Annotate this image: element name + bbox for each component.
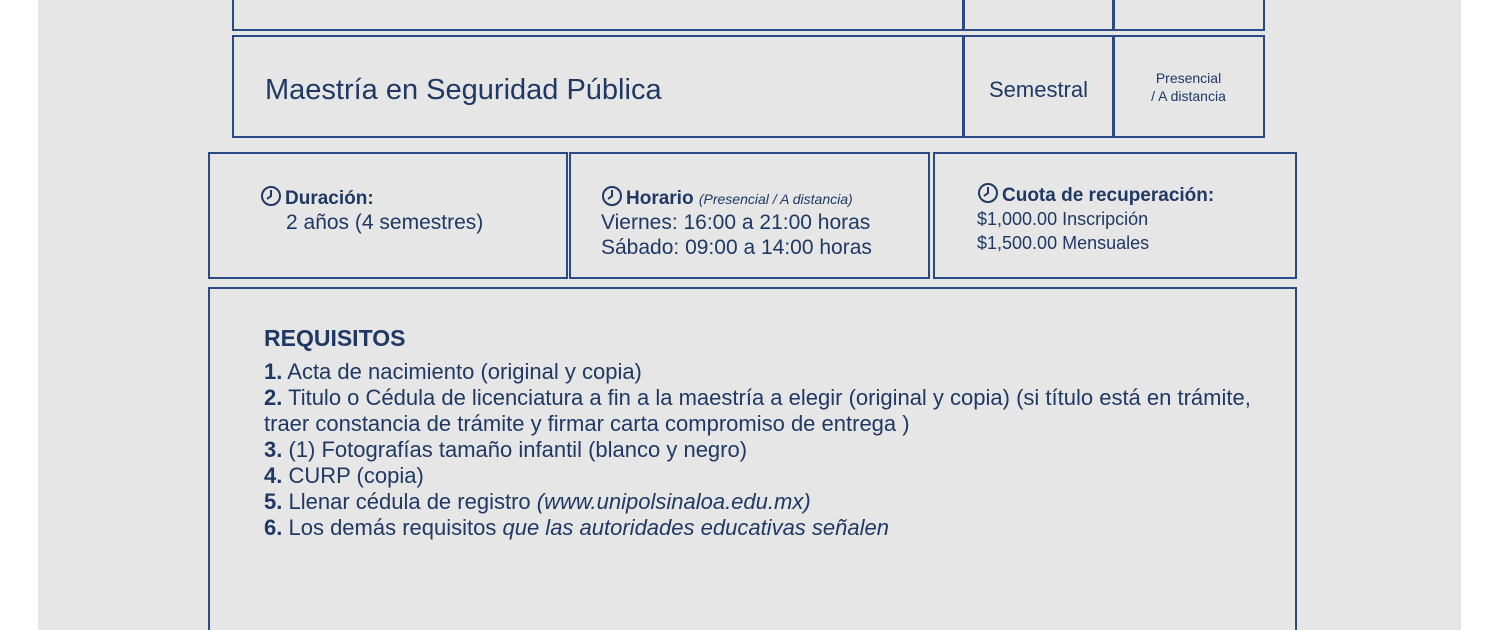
- duration-value: 2 años (4 semestres): [286, 211, 484, 234]
- requirement-item: 4. CURP (copia): [264, 463, 424, 488]
- clock-icon: [601, 185, 623, 207]
- requirement-item: 5. Llenar cédula de registro (www.unipolsinaloa.edu.mx): [264, 489, 811, 514]
- schedule-note: (Presencial / A distancia): [698, 191, 853, 207]
- requirement-item: 3. (1) Fotografías tamaño infantil (blanco y negro): [264, 437, 748, 462]
- previous-program-period-cell: [962, 0, 1115, 31]
- duration-box: [208, 152, 568, 279]
- schedule-line-2: Sábado: 09:00 a 14:00 horas: [601, 236, 872, 259]
- fee-line-1: $1,000.00 Inscripción: [977, 209, 1149, 229]
- schedule-box: [569, 152, 930, 279]
- fee-title: Cuota de recuperación:: [1002, 185, 1215, 206]
- duration-title-row: [260, 185, 483, 210]
- program-modality-cell: [1112, 35, 1265, 138]
- requirements-list: [264, 359, 1264, 541]
- program-period: Semestral: [988, 77, 1089, 102]
- program-modality: [1114, 69, 1263, 105]
- brochure-page: [38, 0, 1461, 630]
- clock-icon: [977, 182, 999, 204]
- schedule-title-row: [601, 185, 872, 210]
- fee-box: [933, 152, 1297, 279]
- requirement-item: 1. Acta de nacimiento (original y copia): [264, 359, 642, 384]
- program-title: Maestría en Seguridad Pública: [265, 74, 662, 106]
- requirement-item: 6. Los demás requisitos que las autoridades educativas señalen: [264, 515, 889, 540]
- requirement-item: 2. Titulo o Cédula de licenciatura a fin a la maestría a elegir (original y copia) (si título está en trámite, traer constancia de trámite y firmar carta compromiso de entrega ): [264, 385, 1251, 436]
- program-title-cell: [232, 35, 965, 138]
- previous-program-modality-cell: [1112, 0, 1265, 31]
- requirements-heading: REQUISITOS: [264, 325, 406, 351]
- schedule-line-1: Viernes: 16:00 a 21:00 horas: [601, 211, 871, 234]
- fee-title-row: [977, 182, 1214, 207]
- modality-line-2: / A distancia: [1151, 88, 1226, 104]
- schedule-title: Horario: [626, 188, 694, 209]
- previous-program-row: [232, 0, 965, 31]
- modality-line-1: Presencial: [1155, 70, 1222, 86]
- duration-title: Duración:: [285, 188, 374, 209]
- clock-icon: [260, 185, 282, 207]
- requirements-box: [208, 287, 1297, 630]
- fee-line-2: $1,500.00 Mensuales: [977, 233, 1150, 253]
- program-period-cell: [962, 35, 1115, 138]
